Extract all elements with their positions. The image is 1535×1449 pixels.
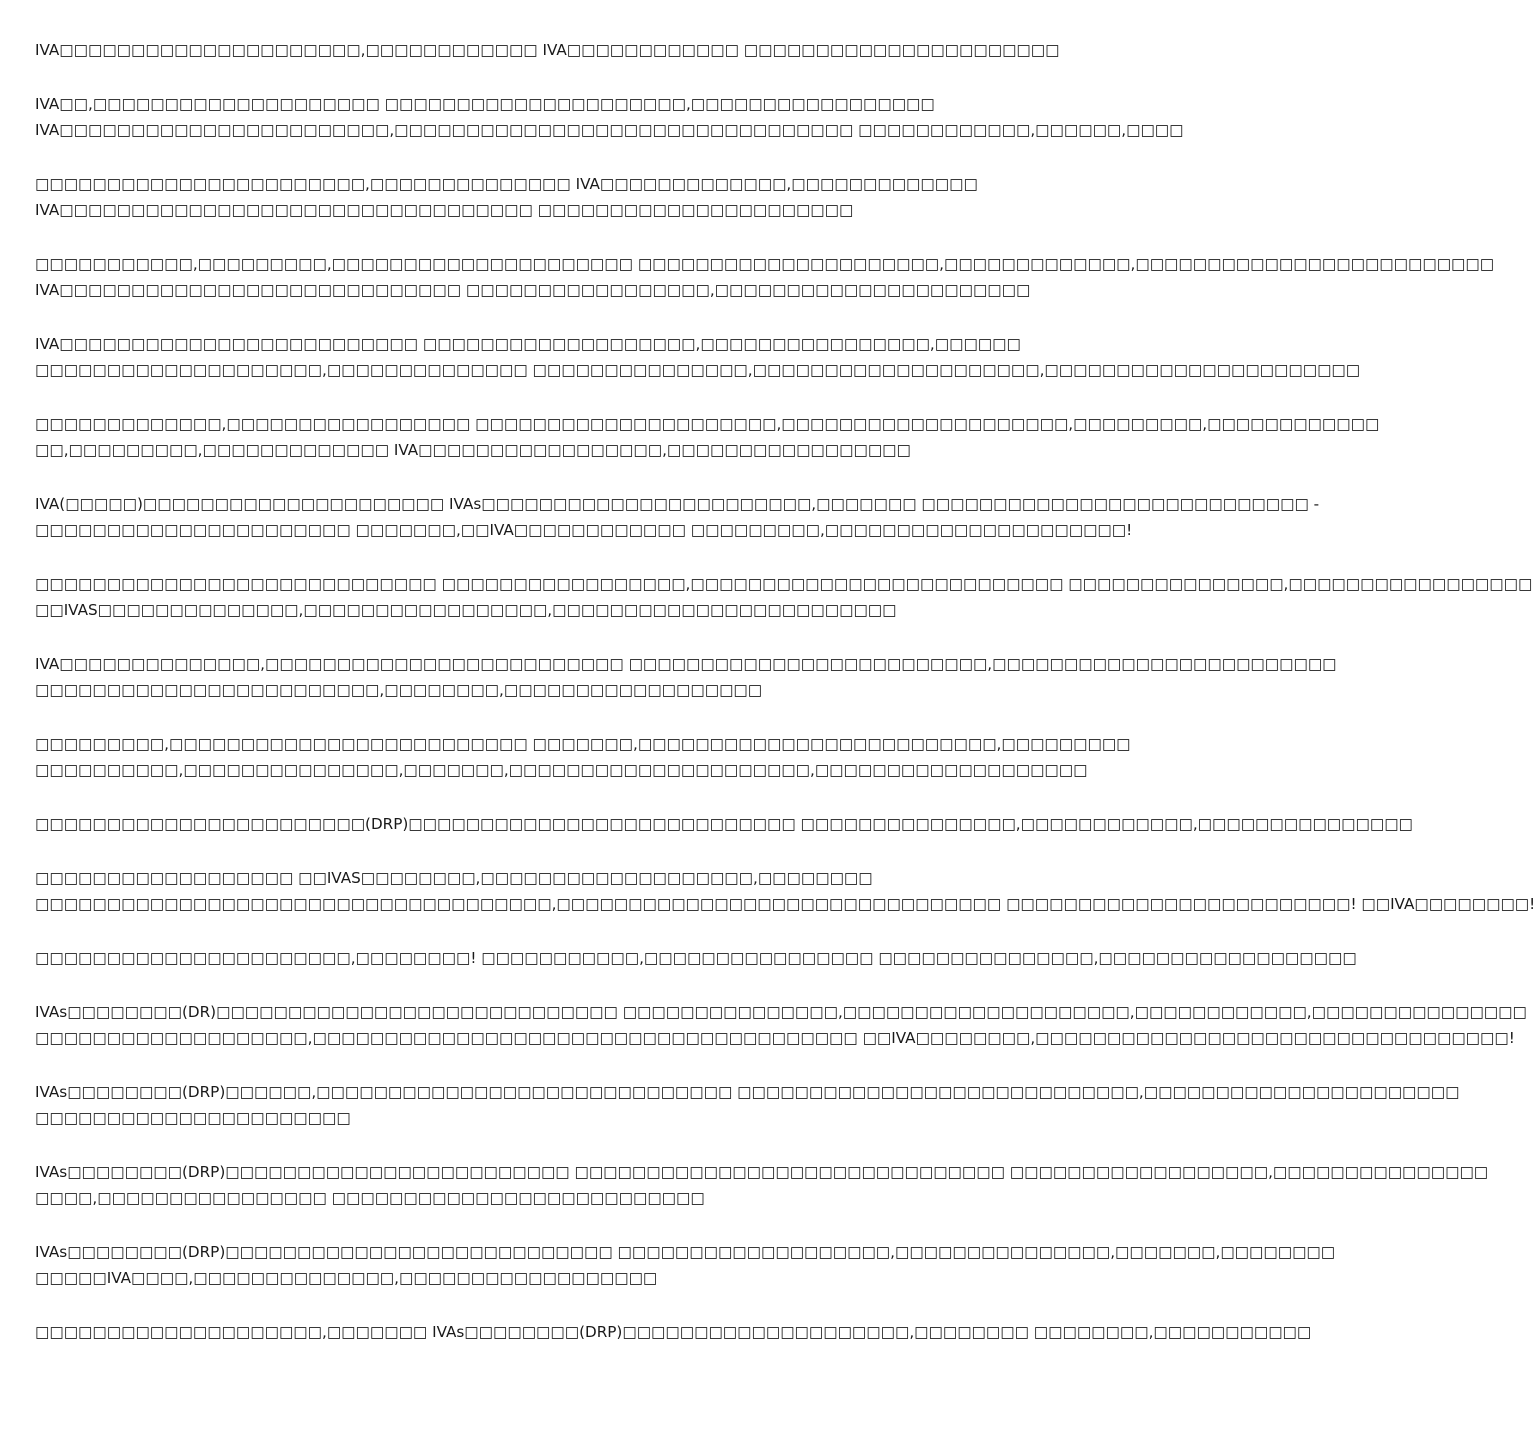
text-line: IVA□□□□□□□□□□□□□□□□□□□□□□□□□ □□□□□□□□□□□□□□□□□□□,□□□□□□□□□□□□□□□□,□□□□□□ [35, 335, 1021, 353]
paragraph [35, 171, 990, 223]
text-line: □□□□□□□□□□□□□□□□□□□□,□□□□□□□□□□□□□□ □□□□□□□□□□□□□□□,□□□□□□□□□□□□□□□□□□□□,□□□□□□□□□□□□□□□□□□□□□□ [35, 361, 1361, 379]
text-line: □□□□□□□□□□□□□□□□□□□□,□□□□□□□ IVAs□□□□□□□□(DRP)□□□□□□□□□□□□□□□□□□□□,□□□□□□□□ □□□□□□□□,□□□□□□□□□□□ [35, 1323, 1312, 1341]
text-line: IVAs□□□□□□□□(DR)□□□□□□□□□□□□□□□□□□□□□□□□□□□□ □□□□□□□□□□□□□□□,□□□□□□□□□□□□□□□□□□□□,□□□□□□□□□□□□,□□□□□□□□□□□□□□□ [35, 1003, 1527, 1021]
text-line: □□□□□□□□□□□□□□□□□□□,□□□□□□□□□□□□□□□□□□□□□□□□□□□□□□□□□□□□□□ □□IVA□□□□□□□□,□□□□□□□□□□□□□□□□□□□□□□□□□□□□□□□□□! [35, 1029, 1515, 1047]
text-line: □□□□□□□□□□□□□□□□□□□□□□ □□□□□□□,□□IVA□□□□□□□□□□□□ □□□□□□□□□,□□□□□□□□□□□□□□□□□□□□□! [35, 521, 1133, 539]
text-line: □□□□□□□□□,□□□□□□□□□□□□□□□□□□□□□□□□□ □□□□□□□,□□□□□□□□□□□□□□□□□□□□□□□□□,□□□□□□□□□ [35, 735, 1131, 753]
text-line: IVA□□,□□□□□□□□□□□□□□□□□□□□ □□□□□□□□□□□□□□□□□□□□□,□□□□□□□□□□□□□□□□□ [35, 95, 935, 113]
text-line: □□,□□□□□□□□□,□□□□□□□□□□□□□ IVA□□□□□□□□□□□□□□□□□,□□□□□□□□□□□□□□□□□ [35, 441, 911, 459]
text-line: IVA□□□□□□□□□□□□□□□□□□□□□□□□□□□□ □□□□□□□□□□□□□□□□□,□□□□□□□□□□□□□□□□□□□□□□ [35, 281, 1031, 299]
paragraph [35, 945, 1357, 971]
text-line: IVA□□□□□□□□□□□□□□□□□□□□□□□□□□□□□□□□□ □□□□□□□□□□□□□□□□□□□□□□ [35, 201, 854, 219]
paragraph [35, 1239, 1336, 1291]
paragraph [35, 811, 1413, 837]
paragraph [35, 91, 1184, 143]
paragraph [35, 1319, 1312, 1345]
paragraph [35, 571, 1533, 623]
paragraph [35, 651, 1337, 703]
text-line: □□□□□□□□□□□□□□□□□□□□□□□(DRP)□□□□□□□□□□□□□□□□□□□□□□□□□□□ □□□□□□□□□□□□□□□,□□□□□□□□□□□□,□□□□□□□□□□□□□□□ [35, 815, 1413, 833]
text-line: □□□□□□□□□□□,□□□□□□□□□,□□□□□□□□□□□□□□□□□□□□□ □□□□□□□□□□□□□□□□□□□□□,□□□□□□□□□□□□□,□□□□□□□□□□□□□□□□□□□□□□□□□ [35, 255, 1495, 273]
text-line: IVAs□□□□□□□□(DRP)□□□□□□□□□□□□□□□□□□□□□□□□ □□□□□□□□□□□□□□□□□□□□□□□□□□□□□□ □□□□□□□□□□□□□□□□□□,□□□□□□□□□□□□□□□ [35, 1163, 1489, 1181]
paragraph [35, 999, 1527, 1051]
text-line: □□□□□□□□□□□□□□□□□□□□□□□□□□□□ □□□□□□□□□□□□□□□□□,□□□□□□□□□□□□□□□□□□□□□□□□□□ □□□□□□□□□□□□□□□,□□□□□□□□□□□□□□□□□ [35, 575, 1533, 593]
text-line: IVA□□□□□□□□□□□□□□□□□□□□□,□□□□□□□□□□□□ IVA□□□□□□□□□□□□ □□□□□□□□□□□□□□□□□□□□□□ [35, 41, 1060, 59]
paragraph [35, 251, 1495, 303]
text-line: IVA(□□□□□)□□□□□□□□□□□□□□□□□□□□□ IVAs□□□□□□□□□□□□□□□□□□□□□□□,□□□□□□□ □□□□□□□□□□□□□□□□□□□□□□□□□□□ - [35, 495, 1320, 513]
text-line: □□□□,□□□□□□□□□□□□□□□□ □□□□□□□□□□□□□□□□□□□□□□□□□□ [35, 1189, 705, 1207]
text-line: □□□□□□□□□□□□□□□□□□□□□□□□□□□□□□□□□□□□,□□□□□□□□□□□□□□□□□□□□□□□□□□□□□□□ □□□□□□□□□□□□□□□□□□□□□□□□! □□IVA□□□□□□□□! [35, 895, 1535, 913]
text-line: □□IVAS□□□□□□□□□□□□□□,□□□□□□□□□□□□□□□□□,□□□□□□□□□□□□□□□□□□□□□□□□ [35, 601, 897, 619]
text-line: □□□□□□□□□□□□□□□□□□□□□□□□,□□□□□□□□,□□□□□□□□□□□□□□□□□□ [35, 681, 763, 699]
text-line: □□□□□IVA□□□□,□□□□□□□□□□□□□□,□□□□□□□□□□□□□□□□□□ [35, 1269, 658, 1287]
text-line: IVA□□□□□□□□□□□□□□□□□□□□□□□,□□□□□□□□□□□□□□□□□□□□□□□□□□□□□□□□ □□□□□□□□□□□□,□□□□□□,□□□□ [35, 121, 1184, 139]
paragraph [35, 37, 1060, 63]
paragraph [35, 411, 1380, 463]
text-line: □□□□□□□□□□□□□,□□□□□□□□□□□□□□□□□ □□□□□□□□□□□□□□□□□□□□□,□□□□□□□□□□□□□□□□□□□□,□□□□□□□□□,□□□□□□□□□□□□ [35, 415, 1380, 433]
text-line: □□□□□□□□□□,□□□□□□□□□□□□□□□,□□□□□□□,□□□□□□□□□□□□□□□□□□□□□,□□□□□□□□□□□□□□□□□□□ [35, 761, 1088, 779]
paragraph [35, 1079, 1460, 1131]
text-line: □□□□□□□□□□□□□□□□□□□□□□,□□□□□□□□! □□□□□□□□□□□,□□□□□□□□□□□□□□□□ □□□□□□□□□□□□□□□,□□□□□□□□□□□□□□□□□□ [35, 949, 1357, 967]
document-body [35, 37, 1535, 1345]
text-line: IVA□□□□□□□□□□□□□□,□□□□□□□□□□□□□□□□□□□□□□□□□ □□□□□□□□□□□□□□□□□□□□□□□□□,□□□□□□□□□□□□□□□□□□□□□□□□ [35, 655, 1337, 673]
text-line: IVAs□□□□□□□□(DRP)□□□□□□,□□□□□□□□□□□□□□□□□□□□□□□□□□□□□ □□□□□□□□□□□□□□□□□□□□□□□□□□□□,□□□□□□□□□□□□□□□□□□□□□□ [35, 1083, 1460, 1101]
paragraph [35, 491, 1320, 543]
text-line: IVAs□□□□□□□□(DRP)□□□□□□□□□□□□□□□□□□□□□□□□□□□ □□□□□□□□□□□□□□□□□□□,□□□□□□□□□□□□□□□,□□□□□□□,□□□□□□□□ [35, 1243, 1336, 1261]
paragraph [35, 865, 1535, 917]
paragraph [35, 731, 1131, 783]
text-line: □□□□□□□□□□□□□□□□□□□□□□□,□□□□□□□□□□□□□□ IVA□□□□□□□□□□□□□,□□□□□□□□□□□□□ [35, 175, 978, 193]
text-line: □□□□□□□□□□□□□□□□□□□□□□ [35, 1109, 351, 1127]
paragraph [35, 331, 1361, 383]
paragraph [35, 1159, 1489, 1211]
text-line: □□□□□□□□□□□□□□□□□□ □□IVAS□□□□□□□□,□□□□□□□□□□□□□□□□□□□,□□□□□□□□ [35, 869, 873, 887]
